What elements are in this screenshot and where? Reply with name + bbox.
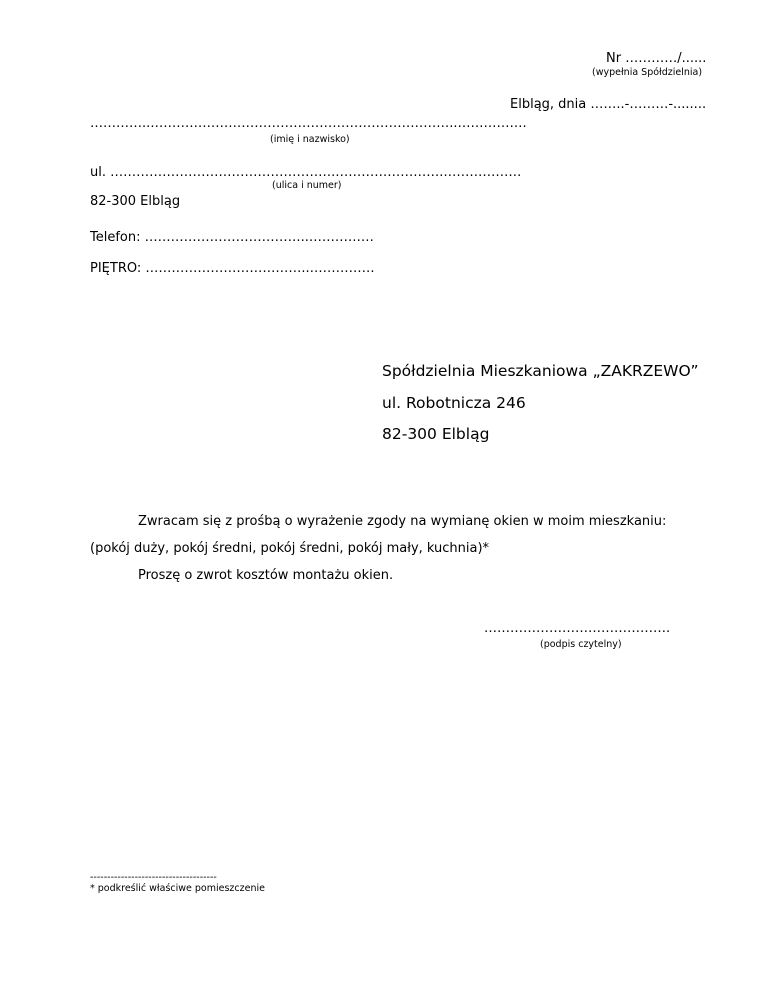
floor-field: PIĘTRO: ………………………………..…………… [90, 261, 375, 276]
applicant-street-caption: (ulica i numer) [272, 180, 342, 191]
recipient-city: 82-300 Elbląg [382, 425, 490, 443]
reference-number-field: Nr …………/...... [606, 51, 707, 66]
applicant-name-caption: (imię i nazwisko) [270, 134, 350, 145]
request-text-line-3: Proszę o zwrot kosztów montażu okien. [138, 568, 394, 583]
recipient-street: ul. Robotnicza 246 [382, 394, 526, 412]
date-field: Elbląg, dnia ……..-………-........ [510, 97, 707, 112]
recipient-name: Spółdzielnia Mieszkaniowa „ZAKRZEWO” [382, 362, 699, 380]
applicant-street-field: ul. …………………………………………….…………………….……………… [90, 165, 522, 180]
request-text-line-1: Zwracam się z prośbą o wyrażenie zgody na wymianę okien w moim mieszkaniu: [138, 514, 667, 529]
signature-caption: (podpis czytelny) [540, 639, 622, 650]
applicant-city: 82-300 Elbląg [90, 194, 181, 209]
signature-field: ……………………………………. [484, 621, 671, 636]
footnote-rule: ------------------------------------- [90, 872, 217, 883]
footnote-text: * podkreślić właściwe pomieszczenie [90, 883, 265, 894]
applicant-name-field: …………..……………………………………………………………..……………. [90, 116, 527, 131]
reference-number-caption: (wypełnia Spółdzielnia) [592, 67, 703, 78]
phone-field: Telefon: ………………………………..…………… [90, 230, 374, 245]
request-text-line-2: (pokój duży, pokój średni, pokój średni, pokój mały, kuchnia)* [90, 541, 490, 556]
